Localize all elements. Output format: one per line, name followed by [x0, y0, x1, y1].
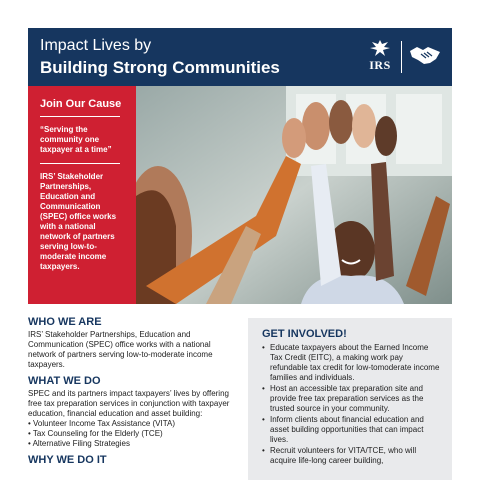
get-involved-panel [248, 318, 452, 480]
list-item: • Alternative Filing Strategies [28, 439, 130, 448]
list-item: • Host an accessible tax preparation site and provide free tax preparation services as the trusted source in your community. [262, 384, 442, 414]
who-we-are-section [28, 316, 240, 370]
why-we-do-it-section [28, 454, 240, 466]
join-title: Join Our Cause [40, 98, 122, 110]
irs-eagle-icon [368, 38, 392, 58]
what-we-do-section [28, 375, 240, 449]
program-list [28, 419, 240, 449]
list-item: • Volunteer Income Tax Assistance (VITA) [28, 419, 176, 428]
title-line-2: Building Strong Communities [40, 58, 280, 77]
divider [40, 116, 120, 117]
title-line-1: Impact Lives by [40, 37, 152, 54]
join-our-cause-panel [28, 86, 136, 304]
high-five-illustration [136, 86, 452, 304]
why-we-do-it-heading: WHY WE DO IT [28, 454, 107, 466]
cause-quote: “Serving the community one taxpayer at a time” [40, 125, 112, 154]
get-involved-list [262, 343, 442, 466]
logo-group [365, 38, 442, 76]
list-item: • Educate taxpayers about the Earned Income Tax Credit (EITC), a making work pay refundable tax credit for low-tomoderate income families and individuals. [262, 343, 442, 383]
list-item: • Tax Counseling for the Elderly (TCE) [28, 429, 163, 438]
divider [40, 163, 120, 164]
who-we-are-body: IRS’ Stakeholder Partnerships, Education and Communication (SPEC) office works with a national network of partners serving low-to-moderate income taxpayers. [28, 330, 213, 369]
left-column [28, 316, 240, 471]
get-involved-heading: GET INVOLVED! [262, 328, 347, 340]
cause-body: IRS’ Stakeholder Partnerships, Education and Communication (SPEC) office works with a national network of partners serving low-to-moderate income taxpayers. [40, 172, 117, 271]
header-banner [28, 28, 452, 86]
who-we-are-heading: WHO WE ARE [28, 316, 102, 328]
high-five-photo [136, 86, 452, 304]
logo-divider [401, 41, 402, 73]
handshake-icon [408, 41, 442, 74]
list-item: • Inform clients about financial education and asset building opportunities that can impact lives. [262, 415, 442, 445]
irs-logo [365, 38, 395, 76]
irs-logo-text: IRS [369, 58, 391, 72]
what-we-do-body: SPEC and its partners impact taxpayers’ lives by offering free tax preparation services in conjunction with taxpayer education, financial education and asset building: [28, 389, 230, 418]
list-item: • Recruit volunteers for VITA/TCE, who will acquire life-long career building, [262, 446, 442, 466]
what-we-do-heading: WHAT WE DO [28, 375, 101, 387]
